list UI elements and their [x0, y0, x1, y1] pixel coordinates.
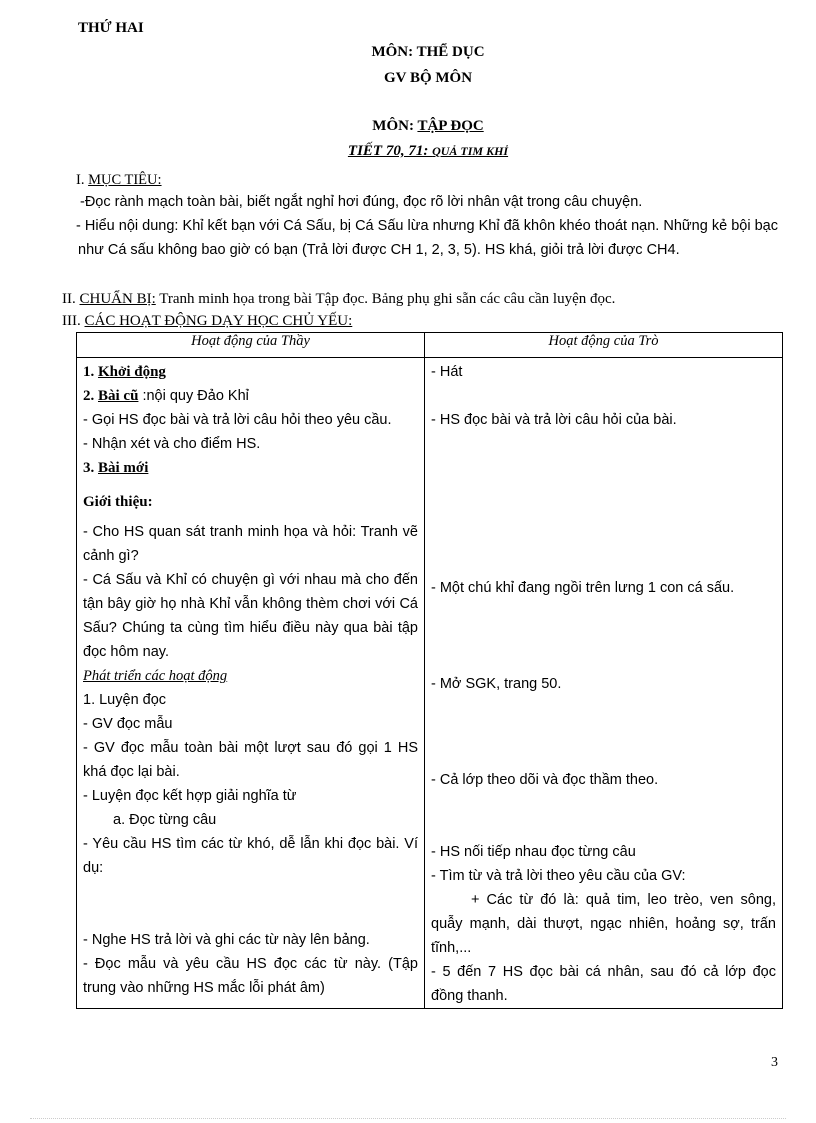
- student-read-sentences: - HS nối tiếp nhau đọc từng câu: [431, 844, 636, 860]
- lesson-name: QUẢ TIM KHỈ: [432, 144, 509, 158]
- col-teacher-header: Hoạt động của Thầy: [77, 333, 425, 358]
- model-read-words: - Đọc mẫu và yêu cầu HS đọc các từ này. (Tập trung vào những HS mắc lỗi phát âm): [83, 956, 418, 996]
- preparation-number: II.: [62, 291, 80, 307]
- activities-number: III.: [62, 313, 85, 329]
- teacher-line: GV BỘ MÔN: [383, 70, 473, 86]
- objective-line-2: - Hiểu nội dung: Khỉ kết bạn với Cá Sấu, bị Cá Sấu lừa nhưng Khỉ đã khôn khéo thoát nạn. Những kẻ bội bạc như Cá sấu không bao giờ có bạn (Trả lời được CH 1, 2, 3, 5). HS khá, giỏi trả lời được CH4.: [76, 218, 778, 258]
- preparation-label: CHUẨN BỊ:: [79, 291, 156, 307]
- col-student-header: Hoạt động của Trò: [425, 333, 783, 358]
- teacher-grade: - Nhận xét và cho điểm HS.: [83, 436, 261, 452]
- spacer: [431, 600, 776, 672]
- intro-heading: Giới thiệu:: [83, 494, 153, 510]
- subject-reading: [0, 118, 816, 135]
- subject-pe: MÔN: THỂ DỤC: [371, 44, 485, 60]
- student-follow-read: - Cả lớp theo dõi và đọc thầm theo.: [431, 772, 659, 788]
- activities-label: CÁC HOẠT ĐỘNG DẠY HỌC CHỦ YẾU:: [84, 313, 353, 329]
- step-review: 2. Bài cũ :nội quy Đảo Khỉ: [83, 388, 249, 404]
- page-number: 3: [771, 1055, 778, 1070]
- lesson-number: TIẾT 70, 71:: [347, 143, 433, 159]
- find-hard-words: - Yêu cầu HS tìm các từ khó, dễ lẫn khi đọc bài. Ví dụ:: [83, 836, 418, 876]
- lesson-title: [0, 143, 816, 160]
- student-sing: - Hát: [431, 364, 463, 380]
- spacer: [431, 792, 776, 840]
- student-find-words: - Tìm từ và trả lời theo yêu cầu của GV:: [431, 868, 686, 884]
- activities-heading: [62, 309, 352, 333]
- step-new-lesson: 3. Bài mới: [83, 460, 149, 476]
- teacher-model-read: - GV đọc mẫu: [83, 716, 173, 732]
- objective-line-1: -Đọc rành mạch toàn bài, biết ngắt nghỉ hơi đúng, đọc rõ lời nhân vật trong câu chuyện.: [80, 194, 643, 210]
- teacher-column: [77, 358, 425, 1009]
- student-describe-picture: - Một chú khỉ đang ngồi trên lưng 1 con cá sấu.: [431, 580, 735, 596]
- step-warmup: 1. Khởi động: [83, 364, 166, 380]
- objectives-label: MỤC TIÊU:: [88, 172, 162, 188]
- subject-name: TẬP ĐỌC: [417, 118, 484, 134]
- objectives-heading: [76, 168, 162, 192]
- preparation-text: Tranh minh họa trong bài Tập đọc. Bảng phụ ghi sẵn các câu cần luyện đọc.: [155, 291, 616, 307]
- objectives-number: I.: [76, 172, 89, 188]
- preparation: [62, 287, 802, 311]
- write-words-board: - Nghe HS trả lời và ghi các từ này lên bảng.: [83, 932, 370, 948]
- practice-reading: 1. Luyện đọc: [83, 692, 167, 708]
- student-read-answer: - HS đọc bài và trả lời câu hỏi của bài.: [431, 412, 677, 428]
- develop-activities-heading: Phát triển các hoạt động: [83, 668, 228, 684]
- spacer: [83, 880, 418, 928]
- day-heading: THỨ HAI: [78, 20, 144, 36]
- student-word-list: + Các từ đó là: quả tim, leo trèo, ven sông, quẫy mạnh, dài thượt, ngạc nhiên, hoảng sợ, trấn tĩnh,...: [431, 892, 776, 956]
- student-open-book: - Mở SGK, trang 50.: [431, 676, 562, 692]
- reading-with-vocab: - Luyện đọc kết hợp giải nghĩa từ: [83, 788, 297, 804]
- teacher-read-whole: - GV đọc mẫu toàn bài một lượt sau đó gọi 1 HS khá đọc lại bài.: [83, 740, 418, 780]
- spacer: [431, 696, 776, 768]
- subject-prefix: MÔN:: [372, 118, 418, 134]
- teacher-intro-question: - Cá Sấu và Khỉ có chuyện gì với nhau mà cho đến tận bây giờ họ nhà Khỉ vẫn không thèm chơi với Cá Sấu? Chúng ta cùng tìm hiểu điều này qua bài tập đọc hôm nay.: [83, 572, 418, 660]
- page-edge-divider: [30, 1118, 786, 1119]
- read-each-sentence: a. Đọc từng câu: [113, 812, 217, 828]
- teacher-call-students: - Gọi HS đọc bài và trả lời câu hỏi theo yêu cầu.: [83, 412, 392, 428]
- teacher-show-picture: - Cho HS quan sát tranh minh họa và hỏi: Tranh vẽ cảnh gì?: [83, 524, 418, 564]
- student-individual-read: - 5 đến 7 HS đọc bài cá nhân, sau đó cả lớp đọc đồng thanh.: [431, 964, 776, 1004]
- student-column: [425, 358, 783, 1009]
- spacer: [431, 432, 776, 576]
- activities-table: [76, 332, 783, 1009]
